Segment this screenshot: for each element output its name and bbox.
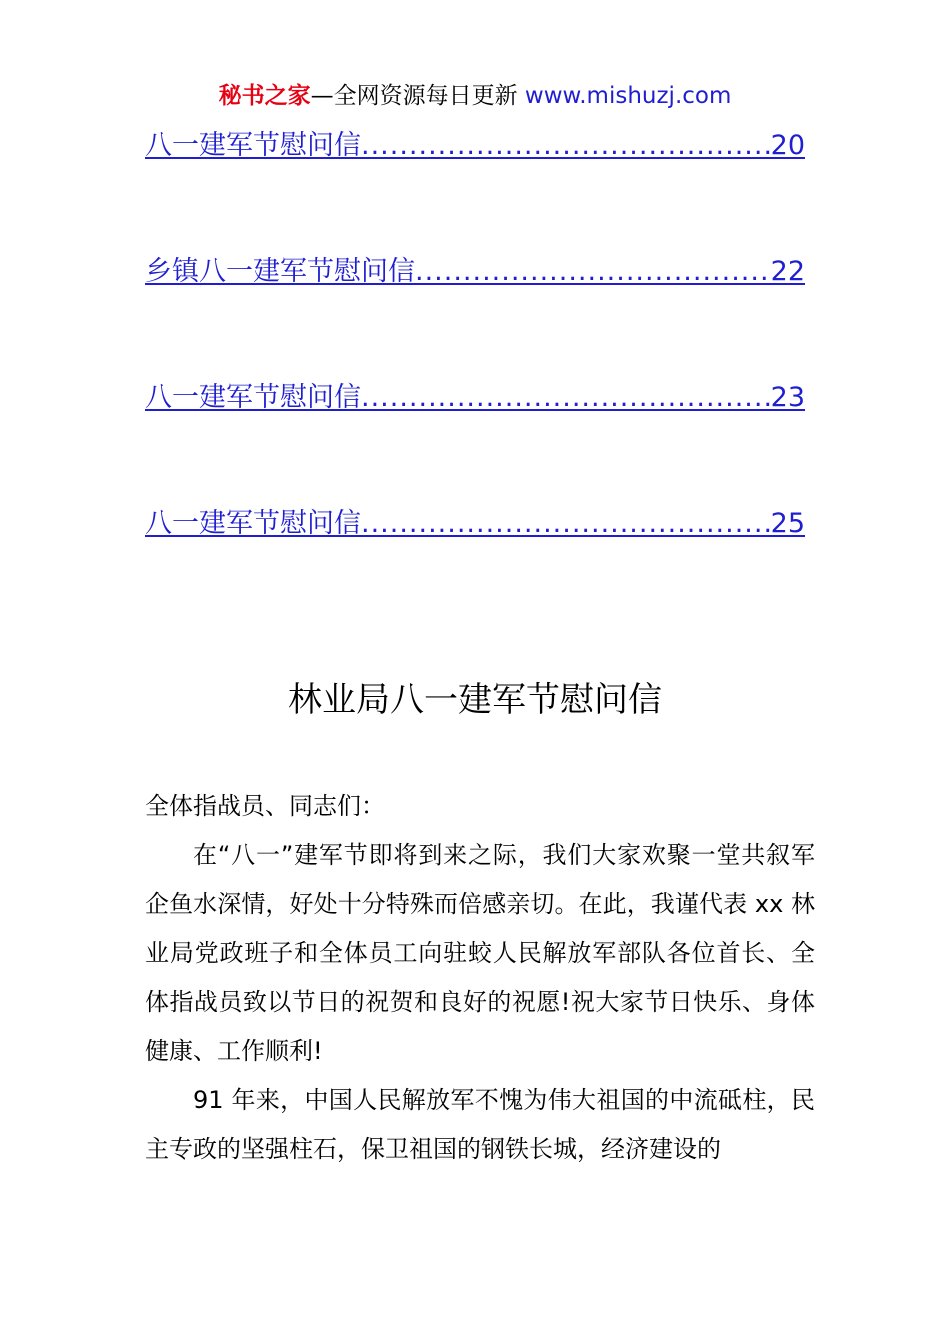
toc-page-number: 20 (770, 130, 805, 161)
toc-dot-leader (361, 378, 771, 418)
body-paragraph: 91 年来，中国人民解放军不愧为伟大祖国的中流砥柱，民主专政的坚强柱石，保卫祖国的钢铁长城，经济建设的 (145, 1086, 815, 1163)
document-body (145, 782, 815, 1174)
toc-entry-title: 乡镇八一建军节慰问信 (145, 256, 415, 287)
toc-entry[interactable] (145, 252, 805, 292)
toc-entry-title: 八一建军节慰问信 (145, 508, 361, 539)
toc-entry-title: 八一建军节慰问信 (145, 382, 361, 413)
brand-name: 秘书之家 (218, 83, 311, 109)
body-paragraph: 在“八一”建军节即将到来之际，我们大家欢聚一堂共叙军企鱼水深情，好处十分特殊而倍感亲切。在此，我谨代表 xx 林业局党政班子和全体员工向驻蛟人民解放军部队各位首长、全体指战员致以节日的祝贺和良好的祝愿!祝大家节日快乐、身体健康、工作顺利! (145, 841, 815, 1065)
toc-entry[interactable] (145, 126, 805, 166)
toc-dot-leader (361, 504, 771, 544)
salutation: 全体指战员、同志们： (145, 792, 385, 820)
document-title: 林业局八一建军节慰问信 (288, 680, 662, 720)
toc-entry[interactable] (145, 504, 805, 544)
toc-entry[interactable] (145, 378, 805, 418)
toc-page-number: 22 (770, 256, 805, 287)
toc-entry-title: 八一建军节慰问信 (145, 130, 361, 161)
header-tagline: —全网资源每日更新 (310, 83, 525, 109)
toc-page-number: 25 (770, 508, 805, 539)
site-header (0, 80, 950, 112)
toc-dot-leader (415, 252, 771, 292)
toc-dot-leader (361, 126, 771, 166)
toc-page-number: 23 (770, 382, 805, 413)
site-url-link[interactable]: www.mishuzj.com (524, 83, 732, 109)
